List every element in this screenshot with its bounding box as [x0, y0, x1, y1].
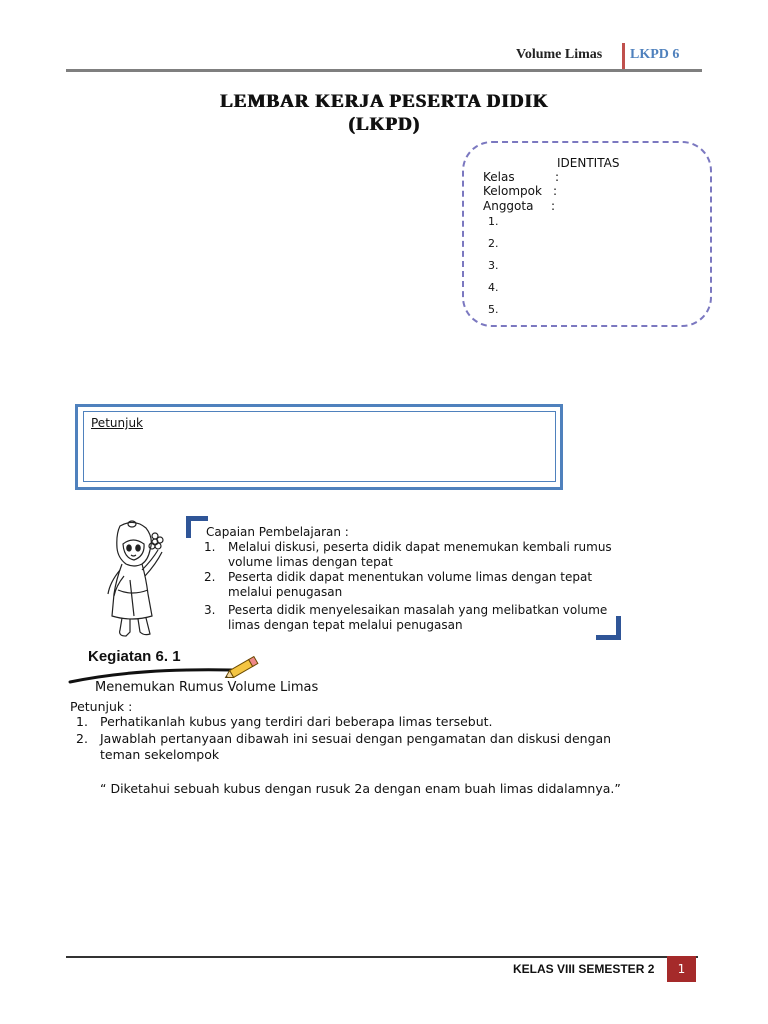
- member-number-2: 2.: [488, 237, 499, 250]
- kegiatan-item-number: 1.: [76, 714, 88, 729]
- identity-field-kelompok: [483, 184, 557, 199]
- capaian-item: [204, 570, 624, 600]
- member-number-4: 4.: [488, 281, 499, 294]
- kegiatan-subtitle: Menemukan Rumus Volume Limas: [95, 680, 319, 695]
- kegiatan-item-text: Jawablah pertanyaan dibawah ini sesuai dengan pengamatan dan diskusi dengan teman sekelompok: [100, 731, 612, 762]
- identity-field-sep: :: [551, 199, 556, 213]
- kegiatan-petunjuk-item: [76, 714, 656, 730]
- identity-field-sep: :: [553, 184, 558, 198]
- doc-title-line2: (LKPD): [348, 114, 420, 135]
- student-character-illustration: [98, 520, 176, 638]
- header-rule: [66, 69, 702, 72]
- capaian-heading: Capaian Pembelajaran :: [206, 525, 349, 539]
- capaian-item-text: Peserta didik dapat menentukan volume limas dengan tepat melalui penugasan: [228, 570, 593, 599]
- identity-field-kelas: [483, 170, 559, 185]
- capaian-item-number: 3.: [204, 603, 216, 617]
- member-number-1: 1.: [488, 215, 499, 228]
- capaian-item: [204, 540, 624, 570]
- identity-field-label: Anggota: [483, 199, 534, 213]
- kegiatan-petunjuk-heading: Petunjuk :: [70, 699, 133, 714]
- petunjuk-inner-frame: [83, 411, 556, 482]
- kegiatan-item-number: 2.: [76, 731, 88, 746]
- member-number-5: 5.: [488, 303, 499, 316]
- capaian-item: [204, 603, 624, 633]
- identity-heading: IDENTITAS: [557, 156, 620, 170]
- doc-title-line1: LEMBAR KERJA PESERTA DIDIK: [219, 91, 549, 112]
- capaian-item-text: Peserta didik menyelesaikan masalah yang melibatkan volume limas dengan tepat melalui penugasan: [228, 603, 608, 632]
- header-separator: [622, 43, 625, 71]
- capaian-corner-right-bottom: [596, 635, 621, 640]
- identity-field-label: Kelompok: [483, 184, 542, 198]
- page-number-badge: 1: [667, 956, 696, 982]
- footer-text: KELAS VIII SEMESTER 2: [513, 962, 655, 976]
- identity-field-label: Kelas: [483, 170, 515, 184]
- capaian-item-text: Melalui diskusi, peserta didik dapat menemukan kembali rumus volume limas dengan tepat: [228, 540, 612, 569]
- member-number-3: 3.: [488, 259, 499, 272]
- header-code: LKPD 6: [630, 47, 680, 62]
- petunjuk-label: Petunjuk: [91, 416, 143, 430]
- kegiatan-title: Kegiatan 6. 1: [88, 648, 181, 665]
- kegiatan-quote: “ Diketahui sebuah kubus dengan rusuk 2a dengan enam buah limas didalamnya.”: [100, 781, 621, 796]
- identity-field-anggota: [483, 199, 555, 214]
- identity-field-sep: :: [555, 170, 560, 184]
- pencil-icon: [222, 654, 262, 682]
- capaian-corner-left-top: [186, 516, 208, 521]
- kegiatan-item-text: Perhatikanlah kubus yang terdiri dari beberapa limas tersebut.: [100, 714, 493, 729]
- footer-rule: [66, 956, 698, 958]
- kegiatan-petunjuk-item: [76, 731, 656, 763]
- header-title: Volume Limas: [516, 47, 603, 62]
- capaian-item-number: 2.: [204, 570, 216, 584]
- capaian-item-number: 1.: [204, 540, 216, 554]
